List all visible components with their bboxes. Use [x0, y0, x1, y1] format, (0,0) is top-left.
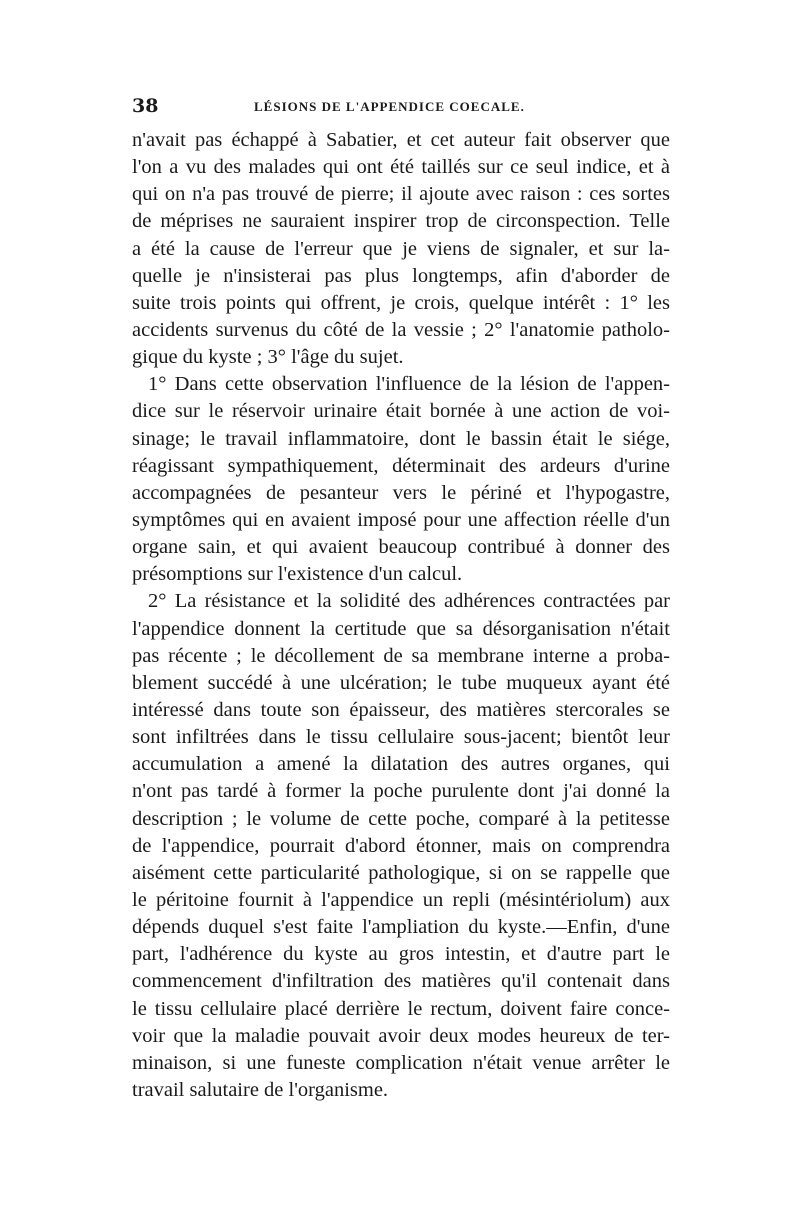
- text-line: n'avait pas échappé à Sabatier, et cet auteur fait observer que: [132, 129, 670, 151]
- text-line: travail salutaire de l'organisme.: [132, 1078, 389, 1101]
- text-line: blement succédé à une ulcération; le tube muqueux ayant été: [132, 671, 670, 694]
- text-line: l'appendice donnent la certitude que sa désorganisation n'était: [132, 617, 670, 640]
- text-line: pas récente ; le décollement de sa membrane interne a proba-: [132, 644, 670, 667]
- text-line: le péritoine fournit à l'appendice un repli (mésintériolum) aux: [132, 888, 670, 911]
- text-line: sont infiltrées dans le tissu cellulaire sous-jacent; bientôt leur: [132, 726, 670, 749]
- text-line: quelle je n'insisterai pas plus longtemps, afin d'aborder de: [132, 264, 670, 287]
- text-line: sinage; le travail inflammatoire, dont le bassin était le siége,: [132, 427, 670, 450]
- running-title: LÉSIONS DE L'APPENDICE COECALE.: [254, 99, 525, 114]
- text-line: accumulation a amené la dilatation des autres organes, qui: [132, 753, 670, 776]
- text-line: le tissu cellulaire placé derrière le rectum, doivent faire conce-: [132, 997, 670, 1020]
- text-line: accompagnées de pesanteur vers le périné et l'hypogastre,: [132, 481, 670, 504]
- text-line: de l'appendice, pourrait d'abord étonner, mais on comprendra: [132, 834, 670, 857]
- text-line: voir que la maladie pouvait avoir deux modes heureux de ter-: [132, 1024, 670, 1047]
- text-line: gique du kyste ; 3° l'âge du sujet.: [132, 346, 404, 369]
- text-line: aisément cette particularité pathologique, si on se rappelle que: [132, 861, 670, 884]
- text-line: a été la cause de l'erreur que je viens de signaler, et sur la-: [132, 237, 670, 260]
- text-line: dépends duquel s'est faite l'ampliation du kyste.—Enfin, d'une: [132, 916, 670, 939]
- body-text: [132, 127, 670, 1104]
- text-line: de méprises ne sauraient inspirer trop de circonspection. Telle: [132, 210, 670, 233]
- text-line: description ; le volume de cette poche, comparé à la petitesse: [132, 807, 670, 830]
- text-line: part, l'adhérence du kyste au gros intestin, et d'autre part le: [132, 943, 670, 966]
- text-line: n'ont pas tardé à former la poche purulente dont j'ai donné la: [132, 780, 670, 803]
- text-line: réagissant sympathiquement, déterminait des ardeurs d'urine: [132, 454, 670, 477]
- text-line: suite trois points qui offrent, je crois, quelque intérêt : 1° les: [132, 291, 670, 314]
- page-number: 38: [132, 95, 159, 117]
- text-line: accidents survenus du côté de la vessie ; 2° l'anatomie patholo-: [132, 318, 670, 341]
- text-line: minaison, si une funeste complication n'était venue arrêter le: [132, 1051, 670, 1074]
- running-head: [132, 95, 670, 121]
- text-line: intéressé dans toute son épaisseur, des matières stercorales se: [132, 698, 670, 721]
- text-line: commencement d'infiltration des matières qu'il contenait dans: [132, 970, 670, 993]
- text-line: symptômes qui en avaient imposé pour une affection réelle d'un: [132, 508, 670, 531]
- text-line: qui on n'a pas trouvé de pierre; il ajoute avec raison : ces sortes: [132, 183, 670, 206]
- text-line: 2° La résistance et la solidité des adhérences contractées par: [148, 590, 670, 613]
- text-line: organe sain, et qui avaient beaucoup contribué à donner des: [132, 536, 670, 559]
- text-line: présomptions sur l'existence d'un calcul.: [132, 563, 463, 586]
- text-line: 1° Dans cette observation l'influence de la lésion de l'appen-: [148, 373, 670, 396]
- text-line: l'on a vu des malades qui ont été taillés sur ce seul indice, et à: [132, 156, 670, 179]
- text-line: dice sur le réservoir urinaire était bornée à une action de voi-: [132, 400, 670, 423]
